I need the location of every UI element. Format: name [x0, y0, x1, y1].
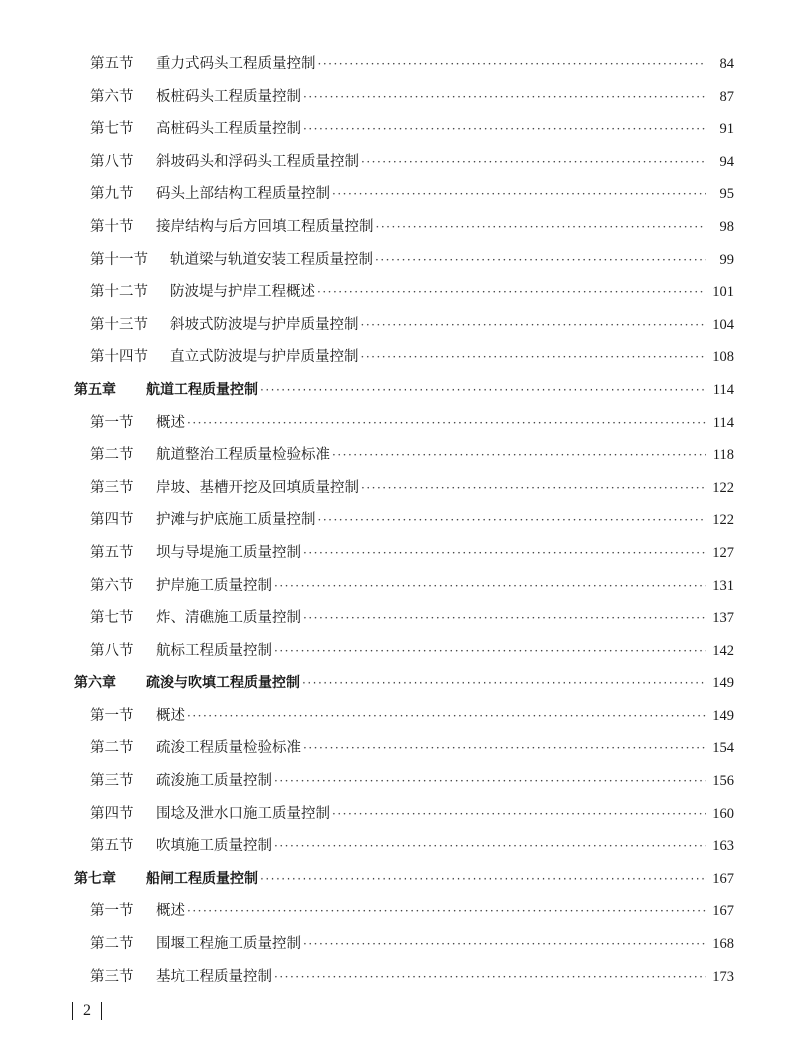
entry-title: 吹填施工质量控制	[156, 838, 272, 855]
dot-leader	[274, 961, 706, 994]
dot-leader	[187, 407, 706, 440]
dot-leader	[302, 667, 706, 700]
entry-label: 第三节	[90, 479, 134, 496]
entry-title: 坝与导堤施工质量控制	[156, 544, 301, 561]
dot-leader	[274, 830, 706, 863]
entry-label: 第三节	[90, 968, 134, 985]
entry-page: 156	[712, 773, 734, 790]
toc-chapter[interactable]	[0, 374, 790, 407]
entry-page: 118	[712, 447, 734, 464]
toc-entry[interactable]	[0, 765, 790, 798]
chapter-page: 149	[712, 675, 734, 692]
entry-title: 接岸结构与后方回填工程质量控制	[156, 218, 374, 235]
toc-entry[interactable]	[0, 407, 790, 440]
toc-entry[interactable]	[0, 830, 790, 863]
entry-title: 航标工程质量控制	[156, 642, 272, 659]
toc-entry[interactable]	[0, 113, 790, 146]
chapter-page: 167	[712, 870, 734, 887]
toc-entry[interactable]	[0, 928, 790, 961]
toc-entry[interactable]	[0, 537, 790, 570]
entry-title: 航道整治工程质量检验标准	[156, 447, 330, 464]
toc-entry[interactable]	[0, 244, 790, 277]
toc-entry[interactable]	[0, 439, 790, 472]
entry-title: 概述	[156, 707, 185, 724]
entry-page: 160	[712, 805, 734, 822]
entry-label: 第十三节	[90, 316, 148, 333]
entry-title: 重力式码头工程质量控制	[156, 56, 316, 72]
entry-label: 第二节	[90, 740, 134, 757]
entry-label: 第六节	[90, 577, 134, 594]
entry-title: 围堰工程施工质量控制	[156, 936, 301, 953]
entry-title: 斜坡式防波堤与护岸质量控制	[170, 316, 359, 333]
entry-title: 板桩码头工程质量控制	[156, 88, 301, 105]
chapter-label: 第六章	[74, 675, 116, 692]
dot-leader	[303, 732, 706, 765]
entry-title: 疏浚工程质量检验标准	[156, 740, 301, 757]
dot-leader	[361, 341, 707, 374]
toc-chapter[interactable]	[0, 863, 790, 896]
dot-leader	[303, 537, 706, 570]
entry-title: 炸、清礁施工质量控制	[156, 610, 301, 627]
entry-title: 护岸施工质量控制	[156, 577, 272, 594]
entry-label: 第五节	[90, 838, 134, 855]
dot-leader	[260, 863, 706, 896]
toc-entry[interactable]	[0, 700, 790, 733]
chapter-page: 114	[712, 381, 734, 398]
chapter-title: 疏浚与吹填工程质量控制	[146, 675, 300, 692]
entry-label: 第九节	[90, 186, 134, 203]
entry-page: 101	[712, 284, 734, 301]
entry-label: 第四节	[90, 805, 134, 822]
dot-leader	[375, 244, 706, 277]
entry-page: 87	[719, 88, 734, 105]
dot-leader	[332, 439, 706, 472]
entry-label: 第八节	[90, 153, 134, 170]
toc-entry[interactable]	[0, 798, 790, 831]
toc-entry[interactable]	[0, 81, 790, 114]
dot-leader	[361, 146, 706, 179]
table-of-contents	[0, 48, 790, 993]
entry-label: 第四节	[90, 512, 134, 529]
toc-entry[interactable]	[0, 961, 790, 994]
toc-entry[interactable]	[0, 146, 790, 179]
entry-page: 104	[712, 316, 734, 333]
dot-leader	[303, 928, 706, 961]
dot-leader	[318, 504, 707, 537]
entry-page: 98	[719, 218, 734, 235]
entry-title: 高桩码头工程质量控制	[156, 121, 301, 138]
entry-label: 第二节	[90, 936, 134, 953]
footer-bar-right	[101, 1002, 102, 1020]
page-footer	[72, 999, 102, 1023]
entry-title: 轨道梁与轨道安装工程质量控制	[170, 251, 373, 268]
entry-label: 第十一节	[90, 251, 148, 268]
entry-page: 94	[719, 153, 734, 170]
chapter-title: 船闸工程质量控制	[146, 870, 258, 887]
dot-leader	[274, 765, 706, 798]
toc-entry[interactable]	[0, 602, 790, 635]
entry-label: 第八节	[90, 642, 134, 659]
entry-label: 第六节	[90, 88, 134, 105]
entry-label: 第七节	[90, 121, 134, 138]
toc-entry[interactable]	[0, 732, 790, 765]
toc-entry[interactable]	[0, 570, 790, 603]
dot-leader	[332, 798, 706, 831]
chapter-label: 第七章	[74, 870, 116, 887]
entry-page: 127	[712, 544, 734, 561]
toc-entry[interactable]	[0, 48, 790, 81]
entry-page: 99	[719, 251, 734, 268]
entry-label: 第三节	[90, 773, 134, 790]
dot-leader	[332, 178, 706, 211]
dot-leader	[187, 895, 706, 928]
entry-label: 第五节	[90, 544, 134, 561]
dot-leader	[317, 276, 706, 309]
dot-leader	[376, 211, 707, 244]
dot-leader	[274, 570, 706, 603]
entry-page: 122	[712, 479, 734, 496]
toc-entry[interactable]	[0, 276, 790, 309]
entry-page: 154	[712, 740, 734, 757]
entry-page: 108	[712, 349, 734, 366]
entry-label: 第十四节	[90, 349, 148, 366]
toc-entry[interactable]	[0, 635, 790, 668]
entry-page: 142	[712, 642, 734, 659]
entry-label: 第一节	[90, 903, 134, 920]
entry-page: 95	[719, 186, 734, 203]
dot-leader	[274, 635, 706, 668]
entry-label: 第五节	[90, 56, 134, 72]
chapter-title: 航道工程质量控制	[146, 381, 258, 398]
toc-entry[interactable]	[0, 309, 790, 342]
entry-page: 114	[712, 414, 734, 431]
entry-title: 直立式防波堤与护岸质量控制	[170, 349, 359, 366]
dot-leader	[303, 81, 706, 114]
dot-leader	[318, 48, 707, 81]
dot-leader	[260, 374, 706, 407]
entry-title: 斜坡码头和浮码头工程质量控制	[156, 153, 359, 170]
footer-bar-left	[72, 1002, 73, 1020]
toc-chapter[interactable]	[0, 667, 790, 700]
entry-title: 疏浚施工质量控制	[156, 773, 272, 790]
entry-page: 84	[719, 56, 734, 72]
entry-title: 岸坡、基槽开挖及回填质量控制	[156, 479, 359, 496]
entry-title: 基坑工程质量控制	[156, 968, 272, 985]
entry-label: 第十二节	[90, 284, 148, 301]
toc-entry[interactable]	[0, 895, 790, 928]
entry-page: 122	[712, 512, 734, 529]
entry-page: 91	[719, 121, 734, 138]
toc-entry[interactable]	[0, 504, 790, 537]
toc-entry[interactable]	[0, 341, 790, 374]
toc-entry[interactable]	[0, 211, 790, 244]
dot-leader	[361, 472, 706, 505]
entry-page: 163	[712, 838, 734, 855]
entry-title: 围埝及泄水口施工质量控制	[156, 805, 330, 822]
entry-label: 第一节	[90, 414, 134, 431]
entry-page: 168	[712, 936, 734, 953]
entry-page: 131	[712, 577, 734, 594]
entry-label: 第一节	[90, 707, 134, 724]
entry-page: 137	[712, 610, 734, 627]
entry-page: 149	[712, 707, 734, 724]
entry-title: 防波堤与护岸工程概述	[170, 284, 315, 301]
toc-entry[interactable]	[0, 178, 790, 211]
entry-title: 护滩与护底施工质量控制	[156, 512, 316, 529]
dot-leader	[303, 113, 706, 146]
entry-page: 173	[712, 968, 734, 985]
dot-leader	[303, 602, 706, 635]
chapter-label: 第五章	[74, 381, 116, 398]
entry-title: 概述	[156, 414, 185, 431]
toc-entry[interactable]	[0, 472, 790, 505]
dot-leader	[187, 700, 706, 733]
entry-title: 概述	[156, 903, 185, 920]
entry-label: 第二节	[90, 447, 134, 464]
entry-title: 码头上部结构工程质量控制	[156, 186, 330, 203]
dot-leader	[361, 309, 707, 342]
page-number: 2	[83, 1002, 91, 1019]
entry-label: 第十节	[90, 218, 134, 235]
entry-page: 167	[712, 903, 734, 920]
entry-label: 第七节	[90, 610, 134, 627]
